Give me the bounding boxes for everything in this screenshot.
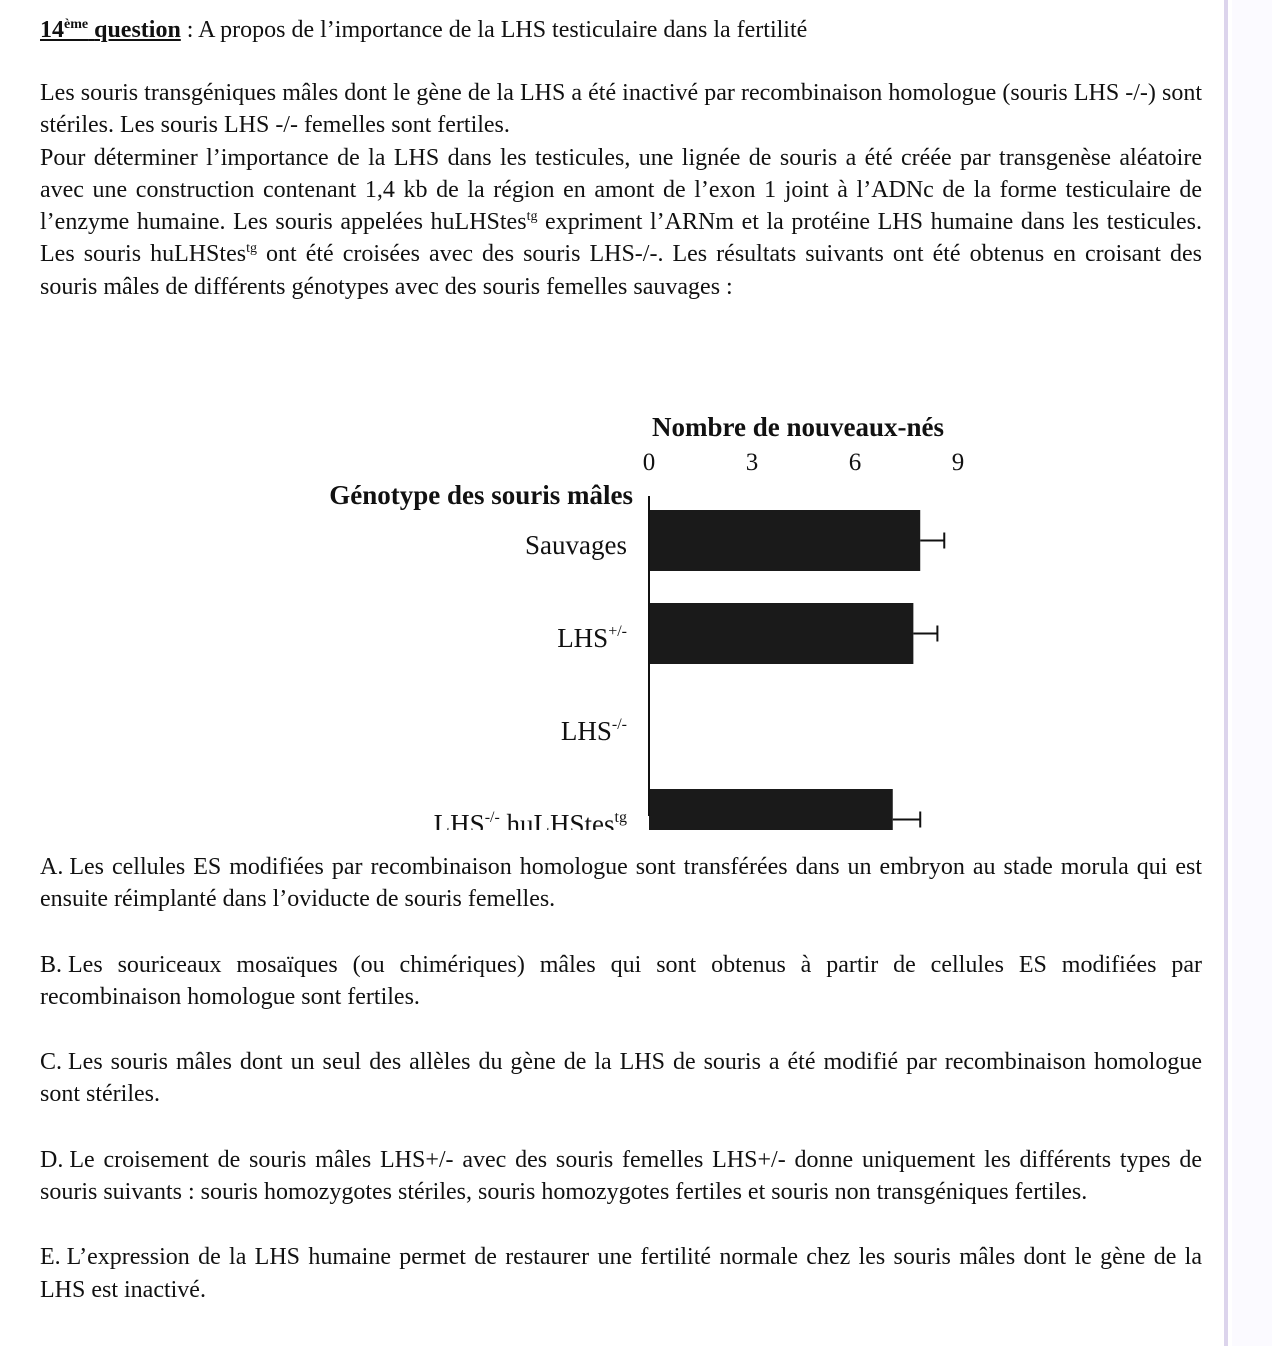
category-base: LHS [557,623,609,653]
category-label [557,623,627,653]
option-d[interactable] [40,1144,1202,1209]
category-sup: -/- [611,716,627,733]
option-c[interactable] [40,1046,1202,1111]
option-e[interactable] [40,1241,1202,1306]
bar [649,510,920,571]
option-text: Les souris mâles dont un seul des allèles du gène de la LHS de souris a été modifié par recombinaison homologue sont stériles. [40,1049,1202,1108]
category-label [525,530,627,560]
option-text: Les souriceaux mosaïques (ou chimériques) mâles qui sont obtenus à partir de cellules ES modifiées par recombinaison homologue sont fertiles. [40,951,1202,1010]
intro-p2-part-b: expriment l’ARNm et la protéine LHS humaine dans les testicules. Les souris huLHStes [40,209,1202,268]
question-title-text: A propos de l’importance de la LHS testiculaire dans la fertilité [198,17,808,43]
x-tick-label: 3 [745,449,759,476]
option-letter: A. [40,854,64,880]
bar [649,789,893,830]
x-tick-label: 0 [642,449,656,476]
category-base: Sauvages [525,530,627,560]
category-label [561,716,627,746]
category-suffix-sup: tg [614,809,627,826]
x-tick-label: 6 [848,449,862,476]
intro-p2-part-a: Pour déterminer l’importance de la LHS dans les testicules, une lignée de souris a été créée par transgenèse aléatoire avec une construction contenant 1,4 kb de la région en amont de l’exon 1 joint à l’ADNc de la forme testiculaire de l’enzyme humaine. Les souris appelées huLHStes [40,144,1202,236]
option-text: Le croisement de souris mâles LHS+/- avec des souris femelles LHS+/- donne uniquement les différents types de souris suivants : souris homozygotes stériles, souris homozygotes fertiles et souris non transgéniques fertiles. [40,1146,1202,1206]
question-label: question [94,17,181,43]
bar [649,603,913,664]
question-block [40,8,1202,303]
bars-group [649,510,944,830]
category-sup: +/- [608,623,627,640]
category-sup: -/- [484,809,500,826]
intro-p2-sup-1: tg [526,209,538,225]
category-labels [434,530,627,830]
chart-ylabel: Génotype des souris mâles [329,480,633,510]
option-letter: E. [40,1244,61,1271]
bar-chart [0,400,1272,830]
option-text: L’expression de la LHS humaine permet de restaurer une fertilité normale chez les souris mâles dont le gène de la LHS est inactivé. [40,1244,1202,1303]
question-separator: : [180,17,199,43]
answer-options [40,851,1202,1339]
intro-p2-part-c: ont été croisées avec des souris LHS-/-. Les résultats suivants ont été obtenus en croisant des souris mâles de différents génotypes avec des souris femelles sauvages : [40,241,1203,300]
x-tick-label: 9 [951,449,965,476]
option-letter: B. [40,951,63,978]
question-number-value: 14 [40,17,64,43]
intro-paragraph-1: Les souris transgéniques mâles dont le gène de la LHS a été inactivé par recombinaison homologue (souris LHS -/-) sont stériles. Les souris LHS -/- femelles sont fertiles. [40,80,1202,139]
intro-p2-sup-2: tg [246,241,257,257]
category-base: LHS [433,809,485,830]
x-axis-ticks [643,449,965,476]
question-number [40,17,181,43]
category-base: LHS [560,716,612,746]
intro-paragraph-2 [40,142,1202,303]
option-b[interactable] [40,949,1202,1014]
option-text: Les cellules ES modifiées par recombinaison homologue sont transférées dans un embryon au stade morula qui est ensuite réimplanté dans l’oviducte de souris femelles. [40,854,1202,913]
bar-chart-svg [0,400,1272,830]
question-title [40,8,1202,47]
option-letter: D. [40,1146,64,1173]
chart-title: Nombre de nouveaux-nés [651,412,945,442]
option-letter: C. [40,1049,63,1076]
category-label [434,809,627,830]
category-suffix: huLHStes [499,809,615,830]
option-a[interactable] [40,851,1202,916]
question-number-sup: ème [64,17,89,32]
